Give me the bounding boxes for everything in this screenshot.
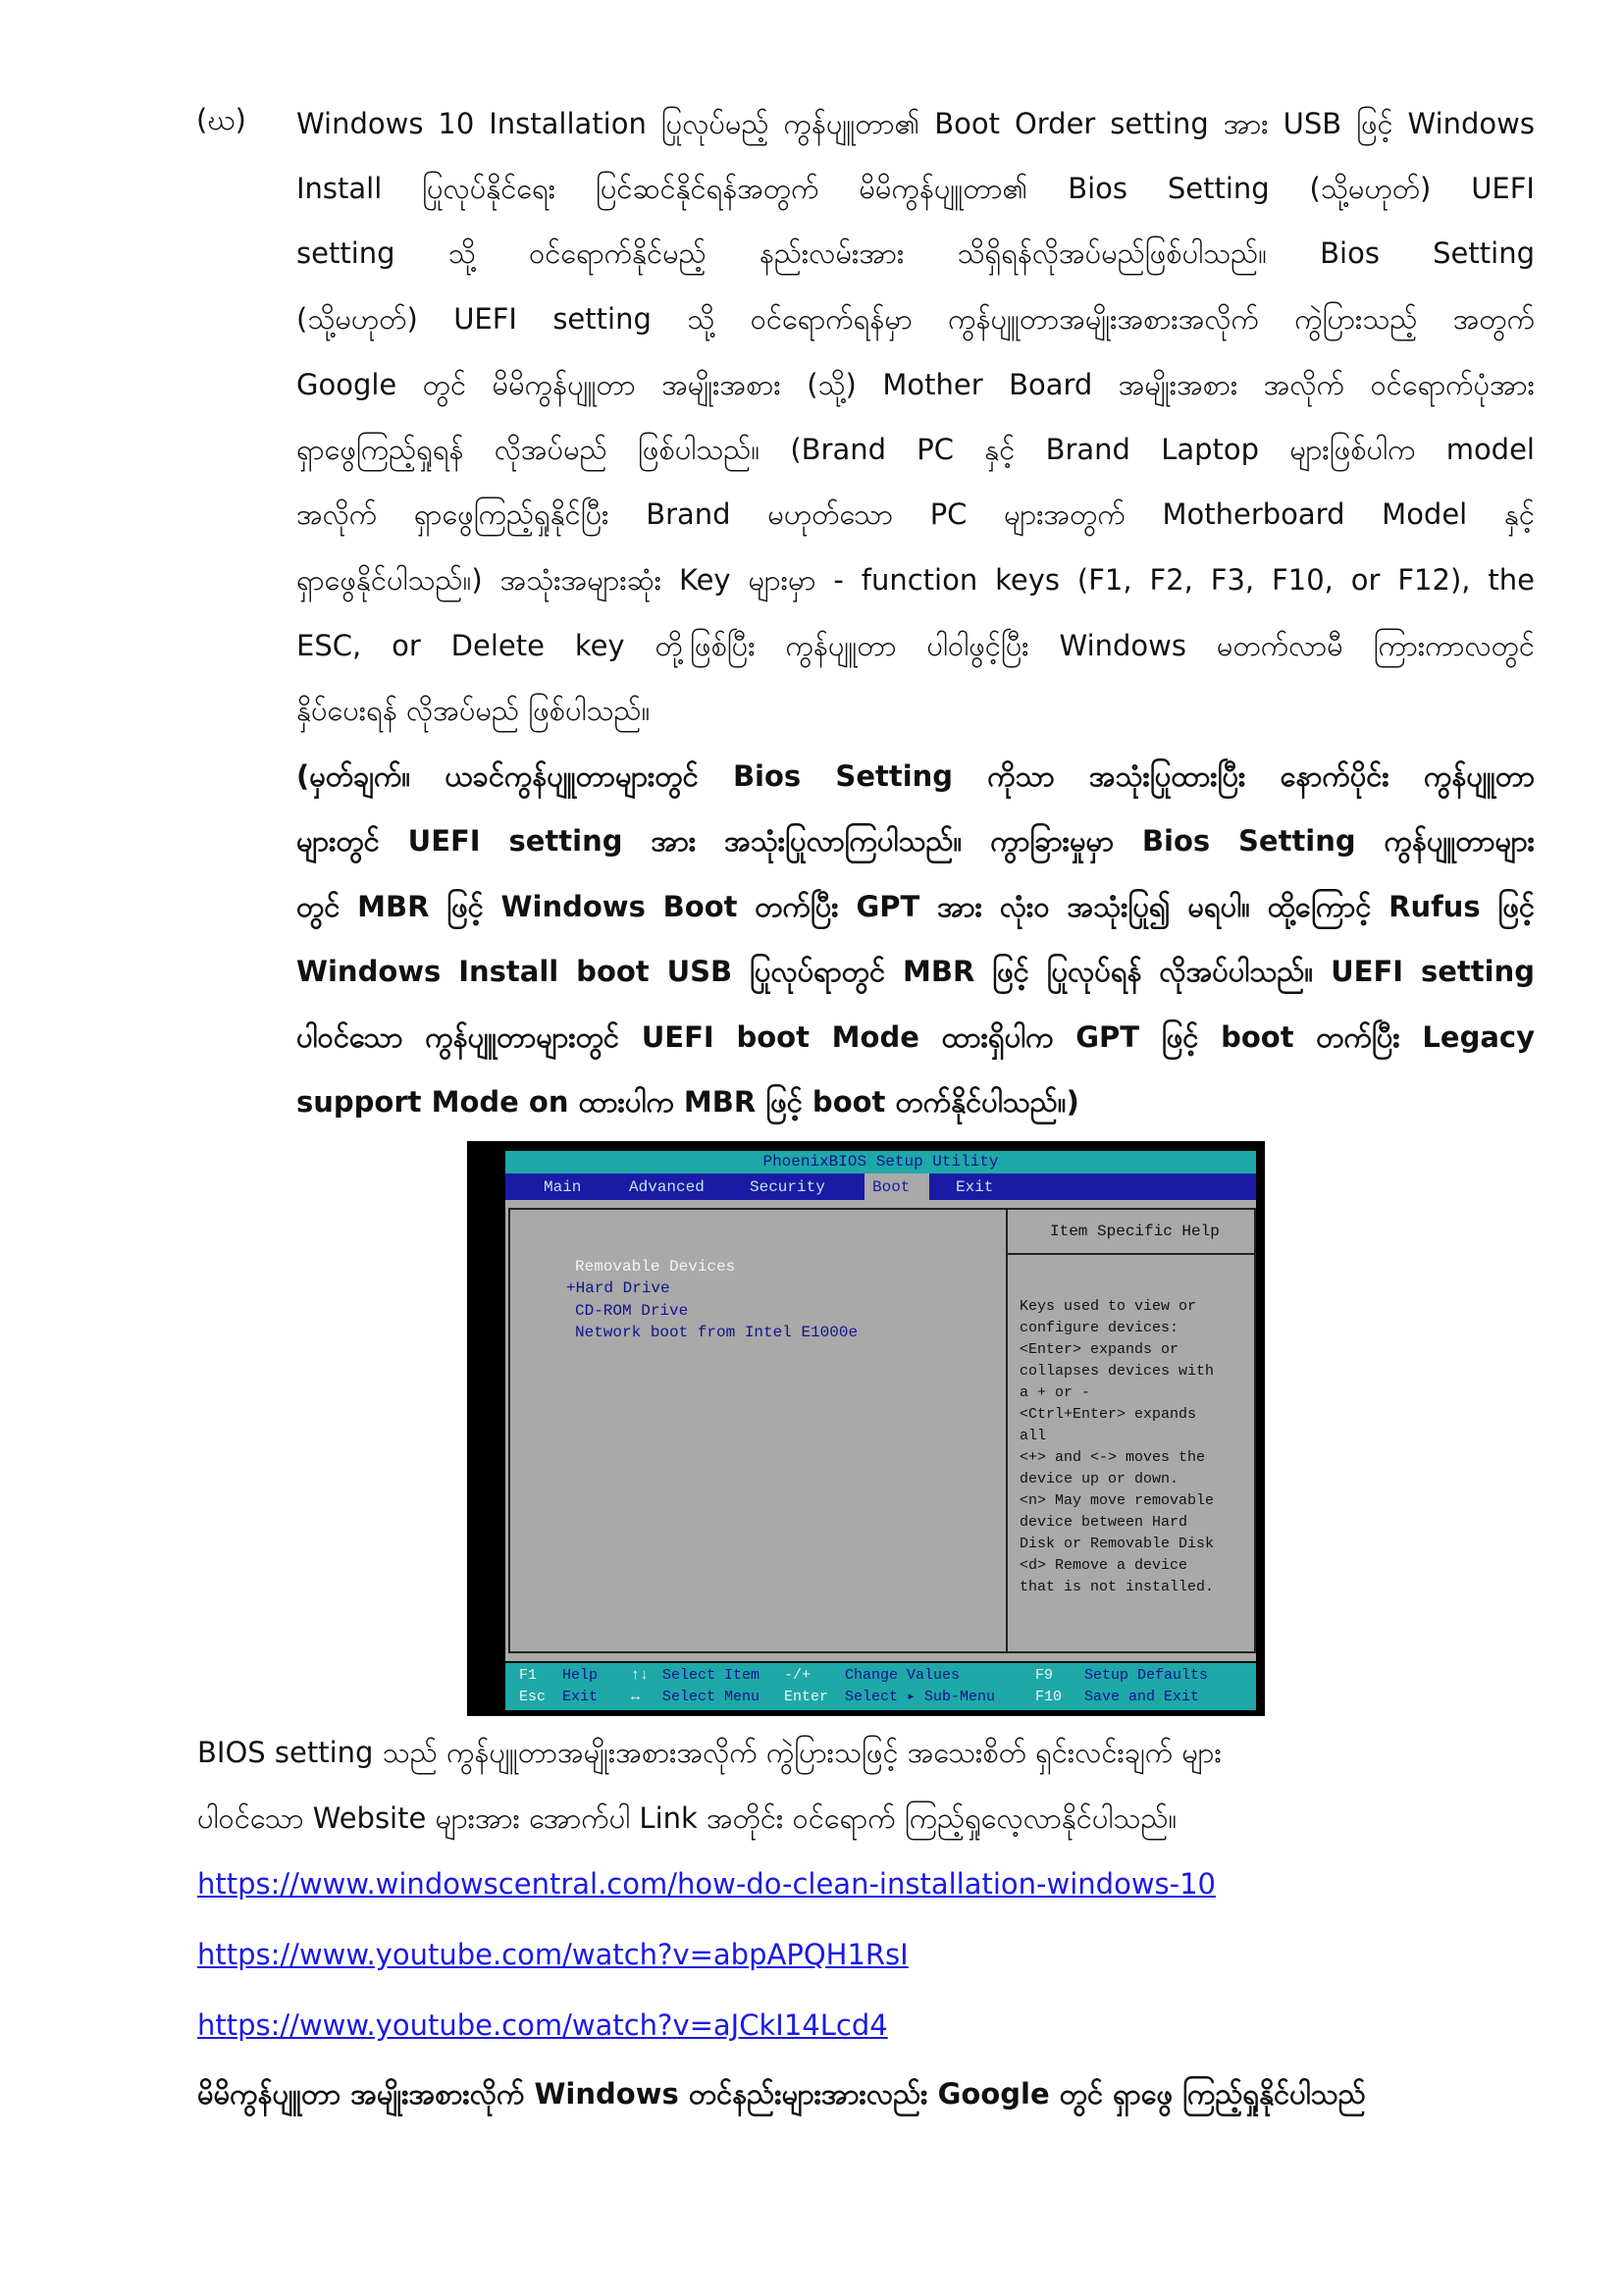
- bios-help-title: Item Specific Help: [1050, 1223, 1220, 1240]
- paragraph-line: ရှာဖွေနိုင်ပါသည်။) အသုံးအများဆုံး Key များမှာ - function keys (F1, F2, F3, F10, or F12), the: [296, 563, 1535, 597]
- footer-key: F1: [519, 1667, 538, 1684]
- bios-title-bar: [505, 1151, 1256, 1173]
- footer-label: Select Item: [662, 1667, 760, 1684]
- paragraph-line: Install ပြုလုပ်နိုင်ရေး ပြင်ဆင်နိုင်ရန်အတွက် မိမိကွန်ပျူတာ၏ Bios Setting (သို့မဟုတ်) UEFI: [296, 172, 1535, 205]
- paragraph-line: နှိပ်ပေးရန် လိုအပ်မည် ဖြစ်ပါသည်။: [296, 694, 651, 727]
- help-line: <n> May move removable: [1020, 1492, 1215, 1509]
- footer-key: Esc: [519, 1689, 547, 1705]
- help-line: that is not installed.: [1020, 1579, 1215, 1595]
- paragraph-line: Google တွင် မိမိကွန်ပျူတာ အမျိုးအစား (သို့) Mother Board အမျိုးအစား အလိုက် ဝင်ရောက်ပုံအား: [296, 368, 1535, 401]
- help-line: Disk or Removable Disk: [1020, 1536, 1215, 1552]
- after-text-line: ပါဝင်သော Website များအား အောက်ပါ Link အတိုင်း ဝင်ရောက် ကြည့်ရှုလေ့လာနိုင်ပါသည်။: [197, 1801, 1178, 1835]
- help-line: configure devices:: [1020, 1320, 1179, 1336]
- bios-item: Network boot from Intel E1000e: [575, 1324, 859, 1341]
- note-line: ပါဝင်သော ကွန်ပျူတာများတွင် UEFI boot Mode ထားရှိပါက GPT ဖြင့် boot တက်ပြီး Legacy: [296, 1020, 1535, 1054]
- paragraph-line: (သို့မဟုတ်) UEFI setting သို့ ဝင်ရောက်ရန်မှာ ကွန်ပျူတာအမျိုးအစားအလိုက် ကွဲပြားသည့် အတွက်: [296, 302, 1535, 336]
- bios-help-divider: [1006, 1253, 1256, 1255]
- help-line: <+> and <-> moves the: [1020, 1449, 1206, 1466]
- footer-label: Change Values: [845, 1667, 961, 1684]
- help-line: device between Hard: [1020, 1514, 1188, 1531]
- note-line: တွင် MBR ဖြင့် Windows Boot တက်ပြီး GPT အား လုံးဝ အသုံးပြု၍ မရပါ။ ထို့ကြောင့် Rufus ဖြင့်: [296, 890, 1535, 923]
- help-line: <Ctrl+Enter> expands: [1020, 1406, 1197, 1423]
- bios-divider: [1006, 1208, 1008, 1653]
- footer-key: F10: [1035, 1689, 1063, 1705]
- paragraph-line: setting သို့ ဝင်ရောက်နိုင်မည့် နည်းလမ်းအား သိရှိရန်လိုအပ်မည်ဖြစ်ပါသည်။ Bios Setting: [296, 236, 1535, 270]
- bios-item: +Hard Drive: [566, 1279, 670, 1297]
- bios-footer: [505, 1663, 1256, 1710]
- bios-tab-main: Main: [544, 1178, 582, 1196]
- note-line: (မှတ်ချက်။ ယခင်ကွန်ပျူတာများတွင် Bios Setting ကိုသာ အသုံးပြုထားပြီး နောက်ပိုင်း ကွန်ပျူတာ: [296, 759, 1535, 793]
- footer-label: Select Menu: [662, 1689, 760, 1705]
- note-line: များတွင် UEFI setting အား အသုံးပြုလာကြပါသည်။ ကွာခြားမှုမှာ Bios Setting ကွန်ပျူတာများ: [296, 824, 1535, 858]
- footer-key: Enter: [784, 1689, 829, 1705]
- help-line: <d> Remove a device: [1020, 1557, 1188, 1574]
- bios-item: CD-ROM Drive: [575, 1302, 689, 1320]
- help-line: collapses devices with: [1020, 1363, 1215, 1380]
- footer-label: Help: [562, 1667, 599, 1684]
- paragraph-line: Windows 10 Installation ပြုလုပ်မည့် ကွန်ပျူတာ၏ Boot Order setting အား USB ဖြင့် Windows: [296, 107, 1535, 140]
- closing-text: မိမိကွန်ပျူတာ အမျိုးအစားလိုက် Windows တင်နည်းများအားလည်း Google တွင် ရှာဖွေ ကြည့်ရှုနိုင်ပါသည်: [197, 2077, 1366, 2111]
- paragraph-line: ရှာဖွေကြည့်ရှုရန် လိုအပ်မည် ဖြစ်ပါသည်။ (Brand PC နှင့် Brand Laptop များဖြစ်ပါက model: [296, 433, 1535, 466]
- footer-key: -/+: [784, 1667, 812, 1684]
- help-line: device up or down.: [1020, 1471, 1179, 1487]
- bios-screenshot: [467, 1141, 1265, 1716]
- link-windowscentral[interactable]: https://www.windowscentral.com/how-do-clean-installation-windows-10: [197, 1867, 1217, 1901]
- help-line: a + or -: [1020, 1384, 1091, 1401]
- footer-label: Save and Exit: [1084, 1689, 1200, 1705]
- bios-tab-boot: Boot: [872, 1178, 911, 1196]
- link-youtube-1[interactable]: https://www.youtube.com/watch?v=abpAPQH1RsI: [197, 1938, 909, 1971]
- help-line: <Enter> expands or: [1020, 1341, 1179, 1358]
- section-label: (ဃ): [196, 103, 246, 136]
- bios-menu-bar: [505, 1173, 1256, 1200]
- help-line: all: [1020, 1428, 1047, 1444]
- bios-help-text: [1020, 1296, 1214, 1598]
- paragraph-line: အလိုက် ရှာဖွေကြည့်ရှုနိုင်ပြီး Brand မဟုတ်သော PC များအတွက် Motherboard Model နှင့်: [296, 497, 1535, 531]
- note-line: support Mode on ထားပါက MBR ဖြင့် boot တက်နိုင်ပါသည်။): [296, 1085, 1079, 1119]
- note-line: Windows Install boot USB ပြုလုပ်ရာတွင် MBR ဖြင့် ပြုလုပ်ရန် လိုအပ်ပါသည်။ UEFI setting: [296, 955, 1535, 988]
- footer-key: ↑↓: [631, 1667, 650, 1684]
- after-text-line: BIOS setting သည် ကွန်ပျူတာအမျိုးအစားအလိုက် ကွဲပြားသဖြင့် အသေးစိတ် ရှင်းလင်းချက် များ: [197, 1736, 1222, 1769]
- bios-item: Removable Devices: [575, 1258, 736, 1276]
- bios-tab-exit: Exit: [956, 1178, 994, 1196]
- footer-key: ↔: [631, 1689, 641, 1705]
- bios-tab-advanced: Advanced: [629, 1178, 705, 1196]
- bios-title: PhoenixBIOS Setup Utility: [762, 1153, 999, 1171]
- footer-label: Select ▸ Sub-Menu: [845, 1689, 996, 1705]
- footer-label: Exit: [562, 1689, 599, 1705]
- help-line: Keys used to view or: [1020, 1298, 1197, 1315]
- footer-key: F9: [1035, 1667, 1054, 1684]
- bios-tab-security: Security: [750, 1178, 825, 1196]
- footer-label: Setup Defaults: [1084, 1667, 1209, 1684]
- link-youtube-2[interactable]: https://www.youtube.com/watch?v=aJCkI14Lcd4: [197, 2008, 888, 2042]
- paragraph-line: ESC, or Delete key တို့ဖြစ်ပြီး ကွန်ပျူတာ ပါဝါဖွင့်ပြီး Windows မတက်လာမီ ကြားကာလတွင်: [296, 629, 1535, 662]
